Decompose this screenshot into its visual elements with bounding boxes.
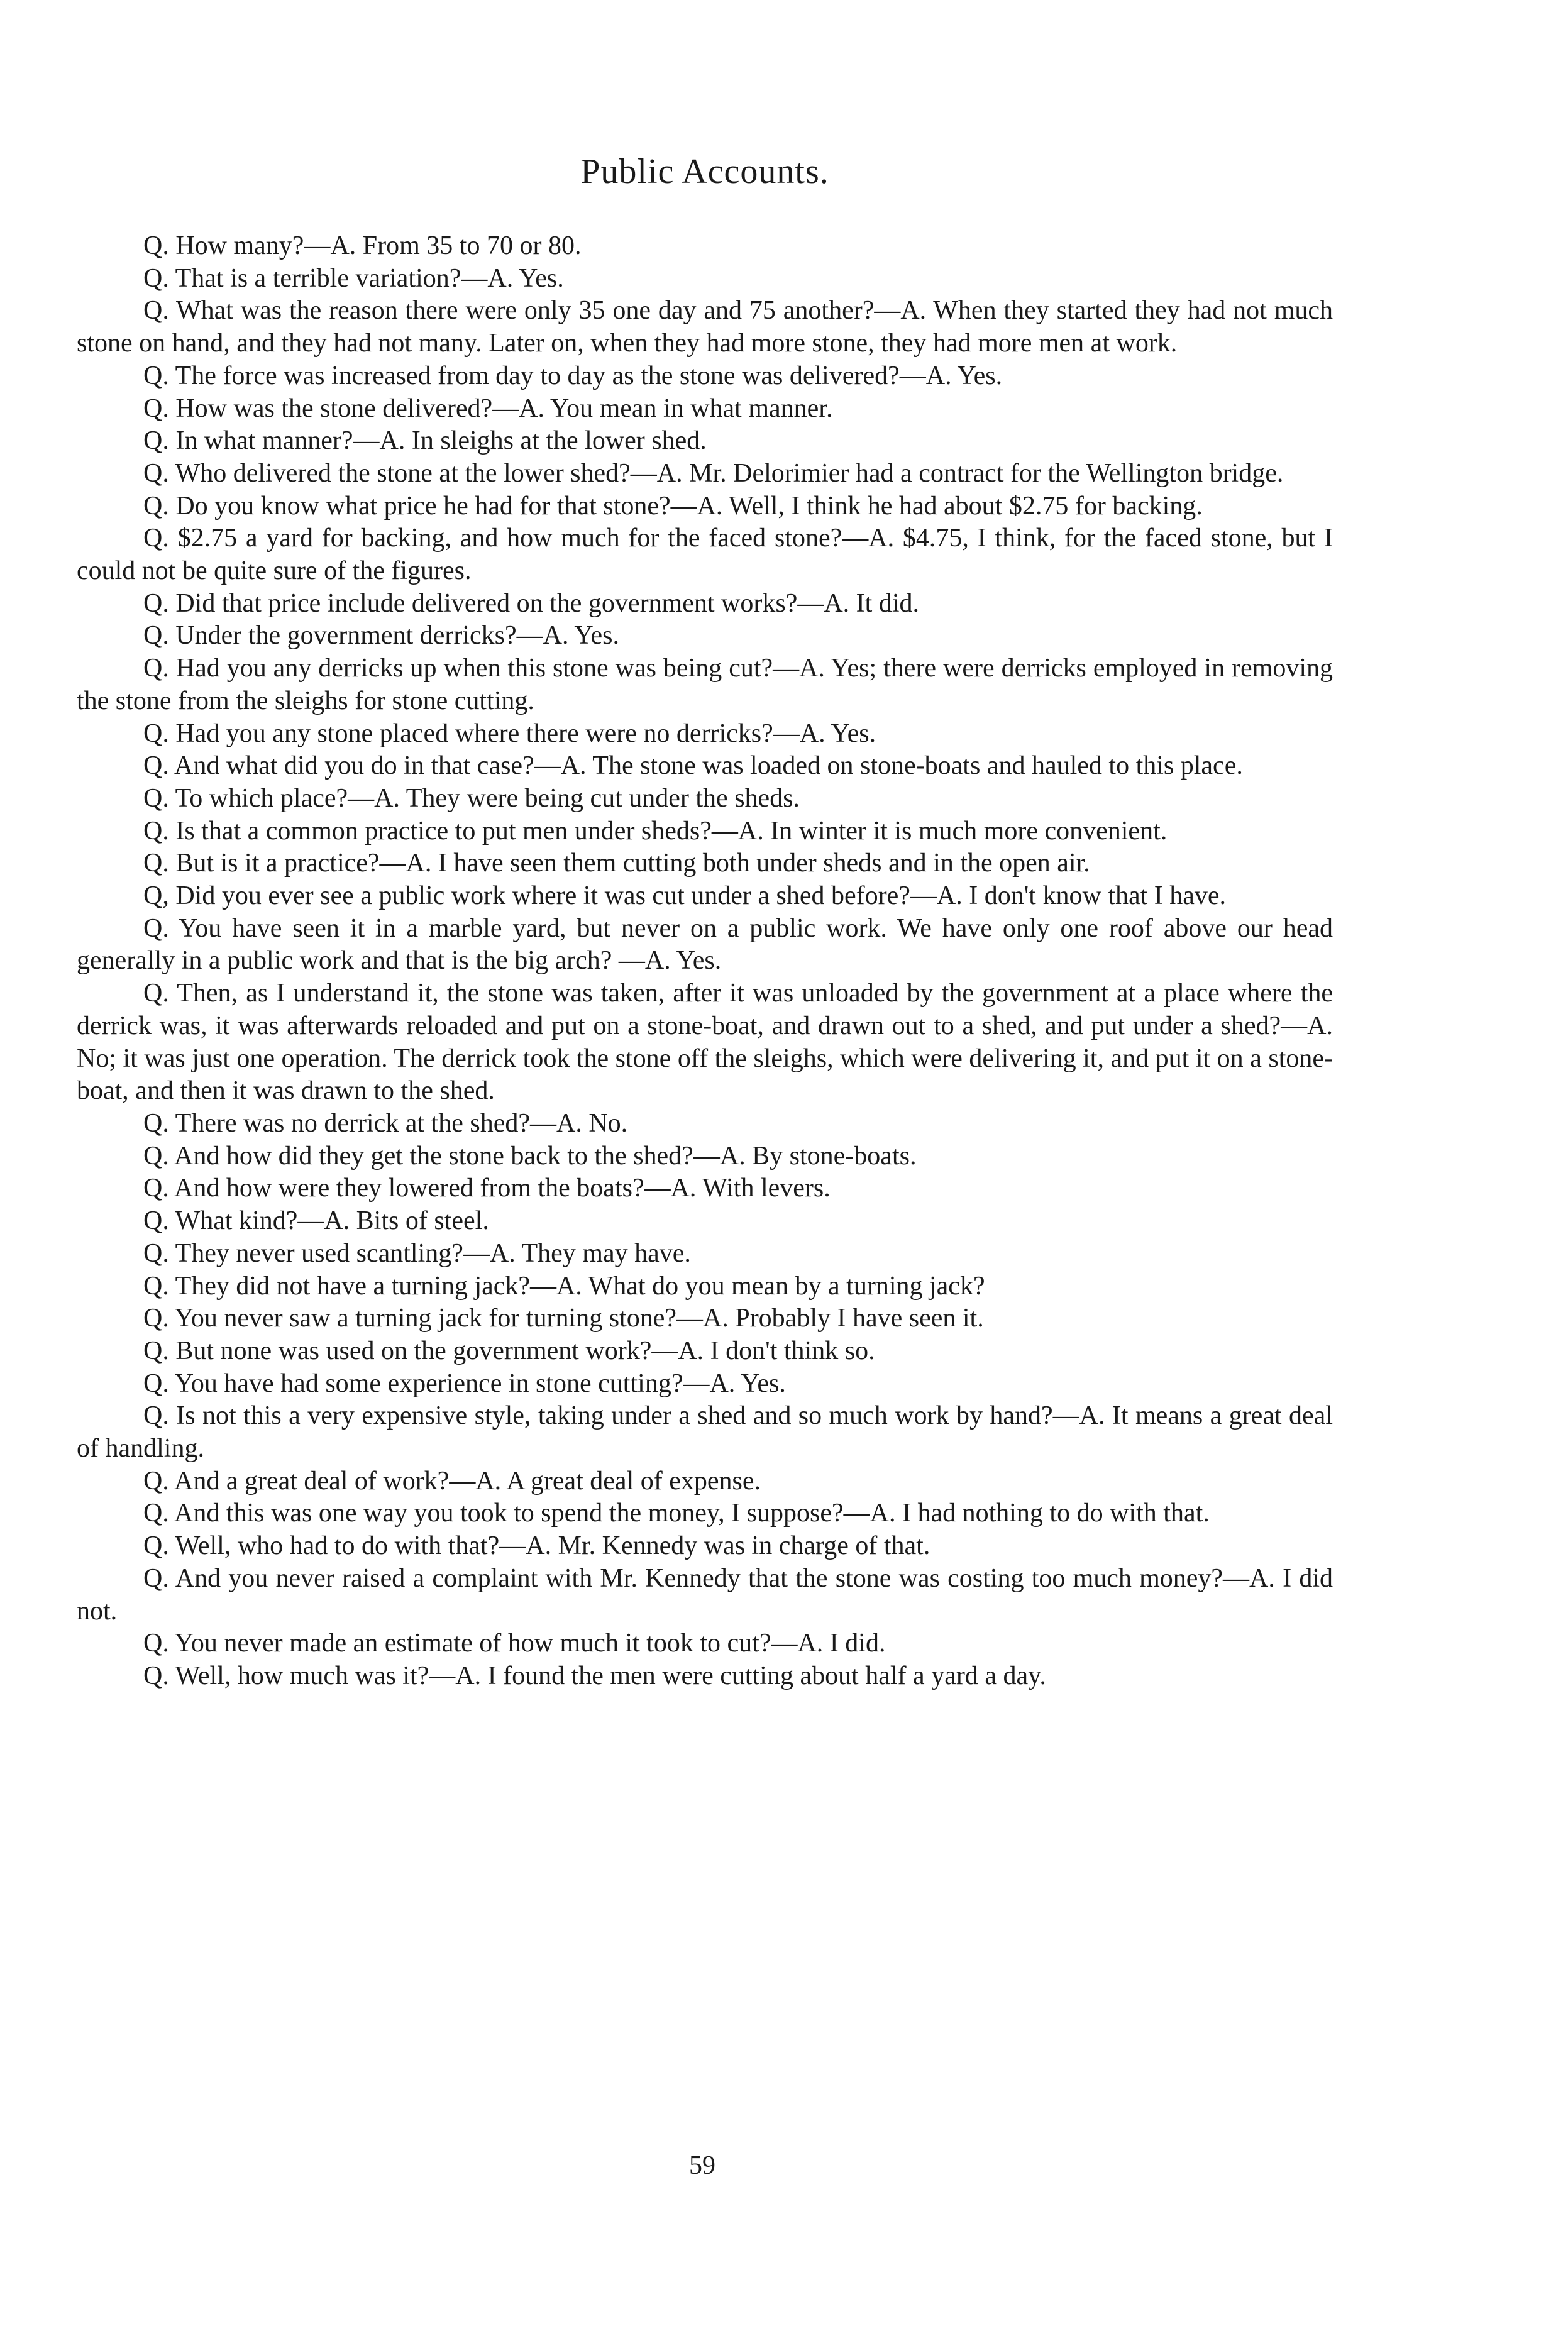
qa-paragraph: Q. And how did they get the stone back to the shed?—A. By stone-boats.	[143, 1141, 917, 1171]
qa-paragraph: Q. How was the stone delivered?—A. You mean in what manner.	[143, 394, 833, 423]
qa-paragraph: Q. To which place?—A. They were being cut under the sheds.	[143, 783, 800, 813]
qa-paragraph: Q. $2.75 a yard for backing, and how much for the faced stone?—A. $4.75, I think, for the faced stone, but I could not be quite sure of the figures.	[77, 524, 1333, 586]
qa-paragraph: Q. What kind?—A. Bits of steel.	[143, 1206, 489, 1236]
qa-paragraph: Q. That is a terrible variation?—A. Yes.	[143, 263, 564, 293]
qa-paragraph: Q. Under the government derricks?—A. Yes.	[143, 621, 620, 651]
qa-paragraph: Q. You never made an estimate of how much it took to cut?—A. I did.	[143, 1629, 886, 1658]
qa-paragraph: Q. Is that a common practice to put men under sheds?—A. In winter it is much more convenient.	[143, 816, 1168, 846]
qa-paragraph: Q. And what did you do in that case?—A. The stone was loaded on stone-boats and hauled to this place.	[143, 751, 1243, 781]
qa-paragraph: Q. You have seen it in a marble yard, but never on a public work. We have only one roof above our head generally in a public work and that is the big arch? —A. Yes.	[77, 913, 1333, 976]
qa-paragraph: Q, Did you ever see a public work where it was cut under a shed before?—A. I don't know that I have.	[143, 881, 1227, 911]
qa-paragraph: Q. The force was increased from day to day as the stone was delivered?—A. Yes.	[143, 361, 1003, 390]
qa-paragraph: Q. What was the reason there were only 35 one day and 75 another?—A. When they started they had not much stone on hand, and they had not many. Later on, when they had more stone, they had more men at work.	[77, 296, 1333, 358]
qa-paragraph: Q. Had you any stone placed where there were no derricks?—A. Yes.	[143, 719, 876, 748]
qa-paragraph: Q. Is not this a very expensive style, taking under a shed and so much work by hand?—A. It means a great deal of handling.	[77, 1401, 1333, 1463]
qa-paragraph: Q. You have had some experience in stone cutting?—A. Yes.	[143, 1369, 786, 1398]
page-title: Public Accounts.	[580, 152, 829, 191]
qa-paragraph: Q. And this was one way you took to spend the money, I suppose?—A. I had nothing to do with that.	[143, 1499, 1210, 1528]
qa-paragraph: Q. There was no derrick at the shed?—A. No.	[143, 1108, 628, 1138]
qa-paragraph: Q. Had you any derricks up when this stone was being cut?—A. Yes; there were derricks employed in removing the stone from the sleighs for stone cutting.	[77, 654, 1333, 715]
qa-paragraph: Q. In what manner?—A. In sleighs at the lower shed.	[143, 426, 707, 456]
page-number: 59	[689, 2151, 715, 2180]
qa-paragraph: Q. Then, as I understand it, the stone was taken, after it was unloaded by the government at a place where the derrick was, it was afterwards reloaded and put on a stone-boat, and drawn out to a shed, and put under a shed?—A. No; it was just one operation. The derrick took the stone off the sleighs, which were delivering it, and put it on a stone-boat, and then it was drawn to the shed.	[77, 979, 1333, 1106]
qa-paragraph: Q. You never saw a turning jack for turning stone?—A. Probably I have seen it.	[143, 1304, 984, 1333]
qa-paragraph: Q. Well, how much was it?—A. I found the men were cutting about half a yard a day.	[143, 1661, 1046, 1690]
qa-paragraph: Q. How many?—A. From 35 to 70 or 80.	[143, 231, 582, 260]
qa-paragraph: Q. But is it a practice?—A. I have seen them cutting both under sheds and in the open air.	[143, 849, 1090, 878]
qa-paragraph: Q. Did that price include delivered on the government works?—A. It did.	[143, 588, 919, 618]
qa-paragraph: Q. Do you know what price he had for that stone?—A. Well, I think he had about $2.75 for backing.	[143, 491, 1203, 521]
qa-paragraph: Q. Well, who had to do with that?—A. Mr. Kennedy was in charge of that.	[143, 1531, 930, 1561]
qa-paragraph: Q. And a great deal of work?—A. A great deal of expense.	[143, 1466, 761, 1496]
qa-paragraph: Q. Who delivered the stone at the lower shed?—A. Mr. Delorimier had a contract for the Wellington bridge.	[143, 458, 1284, 488]
testimony-text	[77, 230, 1333, 1693]
qa-paragraph: Q. They never used scantling?—A. They may have.	[143, 1238, 691, 1268]
qa-paragraph: Q. And you never raised a complaint with Mr. Kennedy that the stone was costing too much money?—A. I did not.	[77, 1563, 1333, 1626]
document-page	[77, 151, 1333, 1693]
qa-paragraph: Q. And how were they lowered from the boats?—A. With levers.	[143, 1174, 831, 1203]
qa-paragraph: Q. But none was used on the government work?—A. I don't think so.	[143, 1336, 875, 1365]
qa-paragraph: Q. They did not have a turning jack?—A. What do you mean by a turning jack?	[143, 1271, 985, 1301]
